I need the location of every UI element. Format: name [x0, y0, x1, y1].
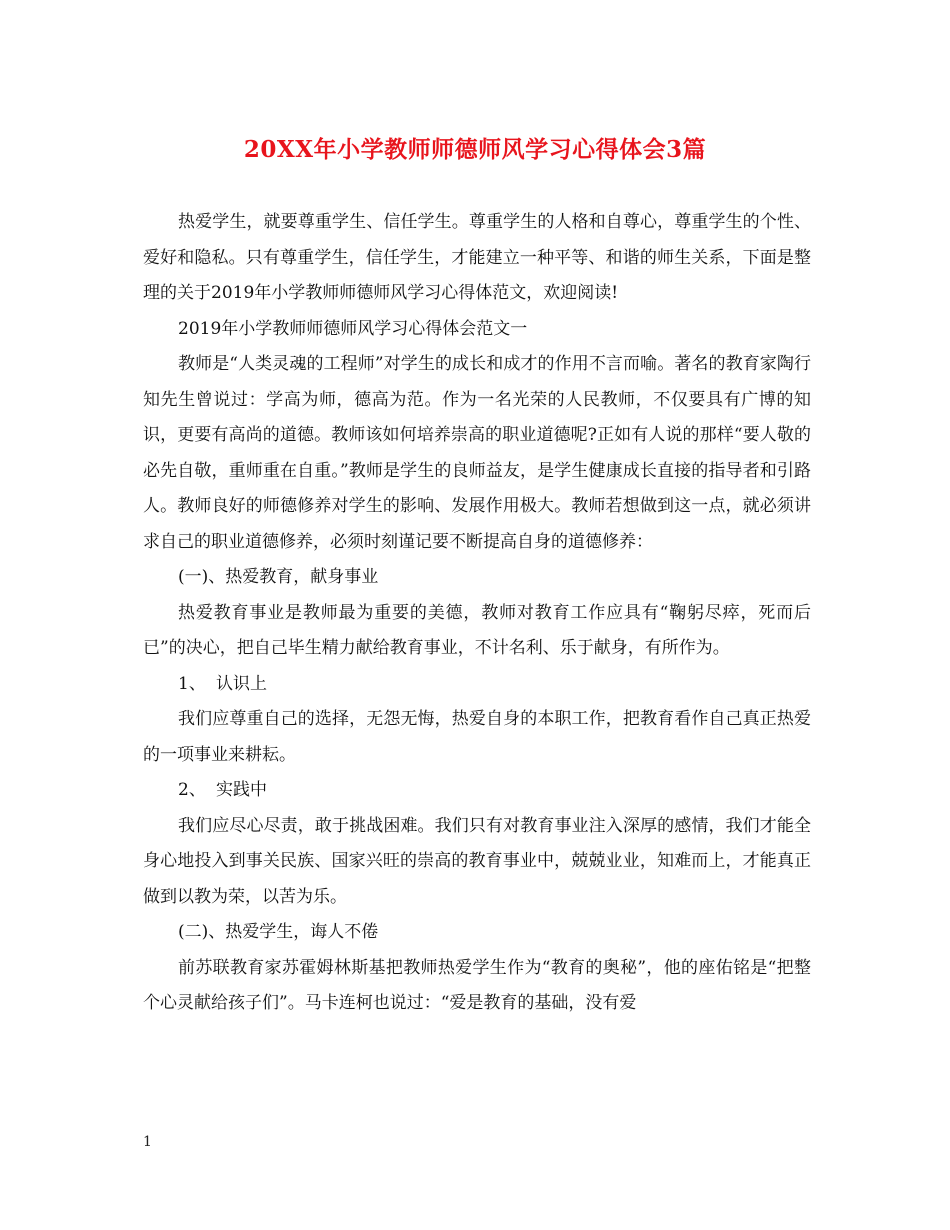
paragraph-2: 热爱教育事业是教师最为重要的美德，教师对教育工作应具有“鞠躬尽瘁，死而后已”的决心，把自己毕生精力献给教育事业，不计名利、乐于献身，有所作为。 [143, 602, 811, 658]
page-number: 1 [143, 1134, 152, 1150]
document-body [143, 205, 811, 1022]
paragraph-5: 前苏联教育家苏霍姆林斯基把教师热爱学生作为“教育的奥秘”，他的座佑铭是“把整个心灵献给孩子们”。马卡连柯也说过：“爱是教育的基础，没有爱 [143, 957, 811, 1013]
list-item-1-number: 1、 [178, 673, 206, 694]
list-item-2 [143, 773, 811, 809]
list-item-1-label: 认识上 [216, 673, 267, 694]
section-subtitle: 2019年小学教师师德师风学习心得体会范文一 [178, 318, 528, 339]
intro-paragraph: 热爱学生，就要尊重学生、信任学生。尊重学生的人格和自尊心，尊重学生的个性、爱好和隐私。只有尊重学生，信任学生，才能建立一种平等、和谐的师生关系，下面是整理的关于2019年小学教师师德师风学习心得体范文，欢迎阅读! [143, 212, 811, 303]
heading-1: (一)、热爱教育，献身事业 [178, 567, 379, 587]
paragraph-3: 我们应尊重自己的选择，无怨无悔，热爱自身的本职工作，把教育看作自己真正热爱的一项事业来耕耘。 [143, 709, 811, 765]
list-item-1 [143, 667, 811, 703]
document-title: 20XX年小学教师师德师风学习心得体会3篇 [243, 136, 707, 163]
paragraph-1: 教师是“人类灵魂的工程师”对学生的成长和成才的作用不言而喻。著名的教育家陶行知先生曾说过：学高为师，德高为范。作为一名光荣的人民教师，不仅要具有广博的知识，更要有高尚的道德。教师该如何培养崇高的职业道德呢?正如有人说的那样“要人敬的必先自敬，重师重在自重。”教师是学生的良师益友，是学生健康成长直接的指导者和引路人。教师良好的师德修养对学生的影响、发展作用极大。教师若想做到这一点，就必须讲求自己的职业道德修养，必须时刻谨记要不断提高自身的道德修养： [143, 354, 811, 552]
paragraph-4: 我们应尽心尽责，敢于挑战困难。我们只有对教育事业注入深厚的感情，我们才能全身心地投入到事关民族、国家兴旺的崇高的教育事业中，兢兢业业，知难而上，才能真正做到以教为荣，以苦为乐。 [143, 815, 811, 907]
heading-2: (二)、热爱学生，诲人不倦 [178, 922, 379, 942]
list-item-2-number: 2、 [178, 780, 206, 800]
list-item-2-label: 实践中 [216, 780, 267, 800]
